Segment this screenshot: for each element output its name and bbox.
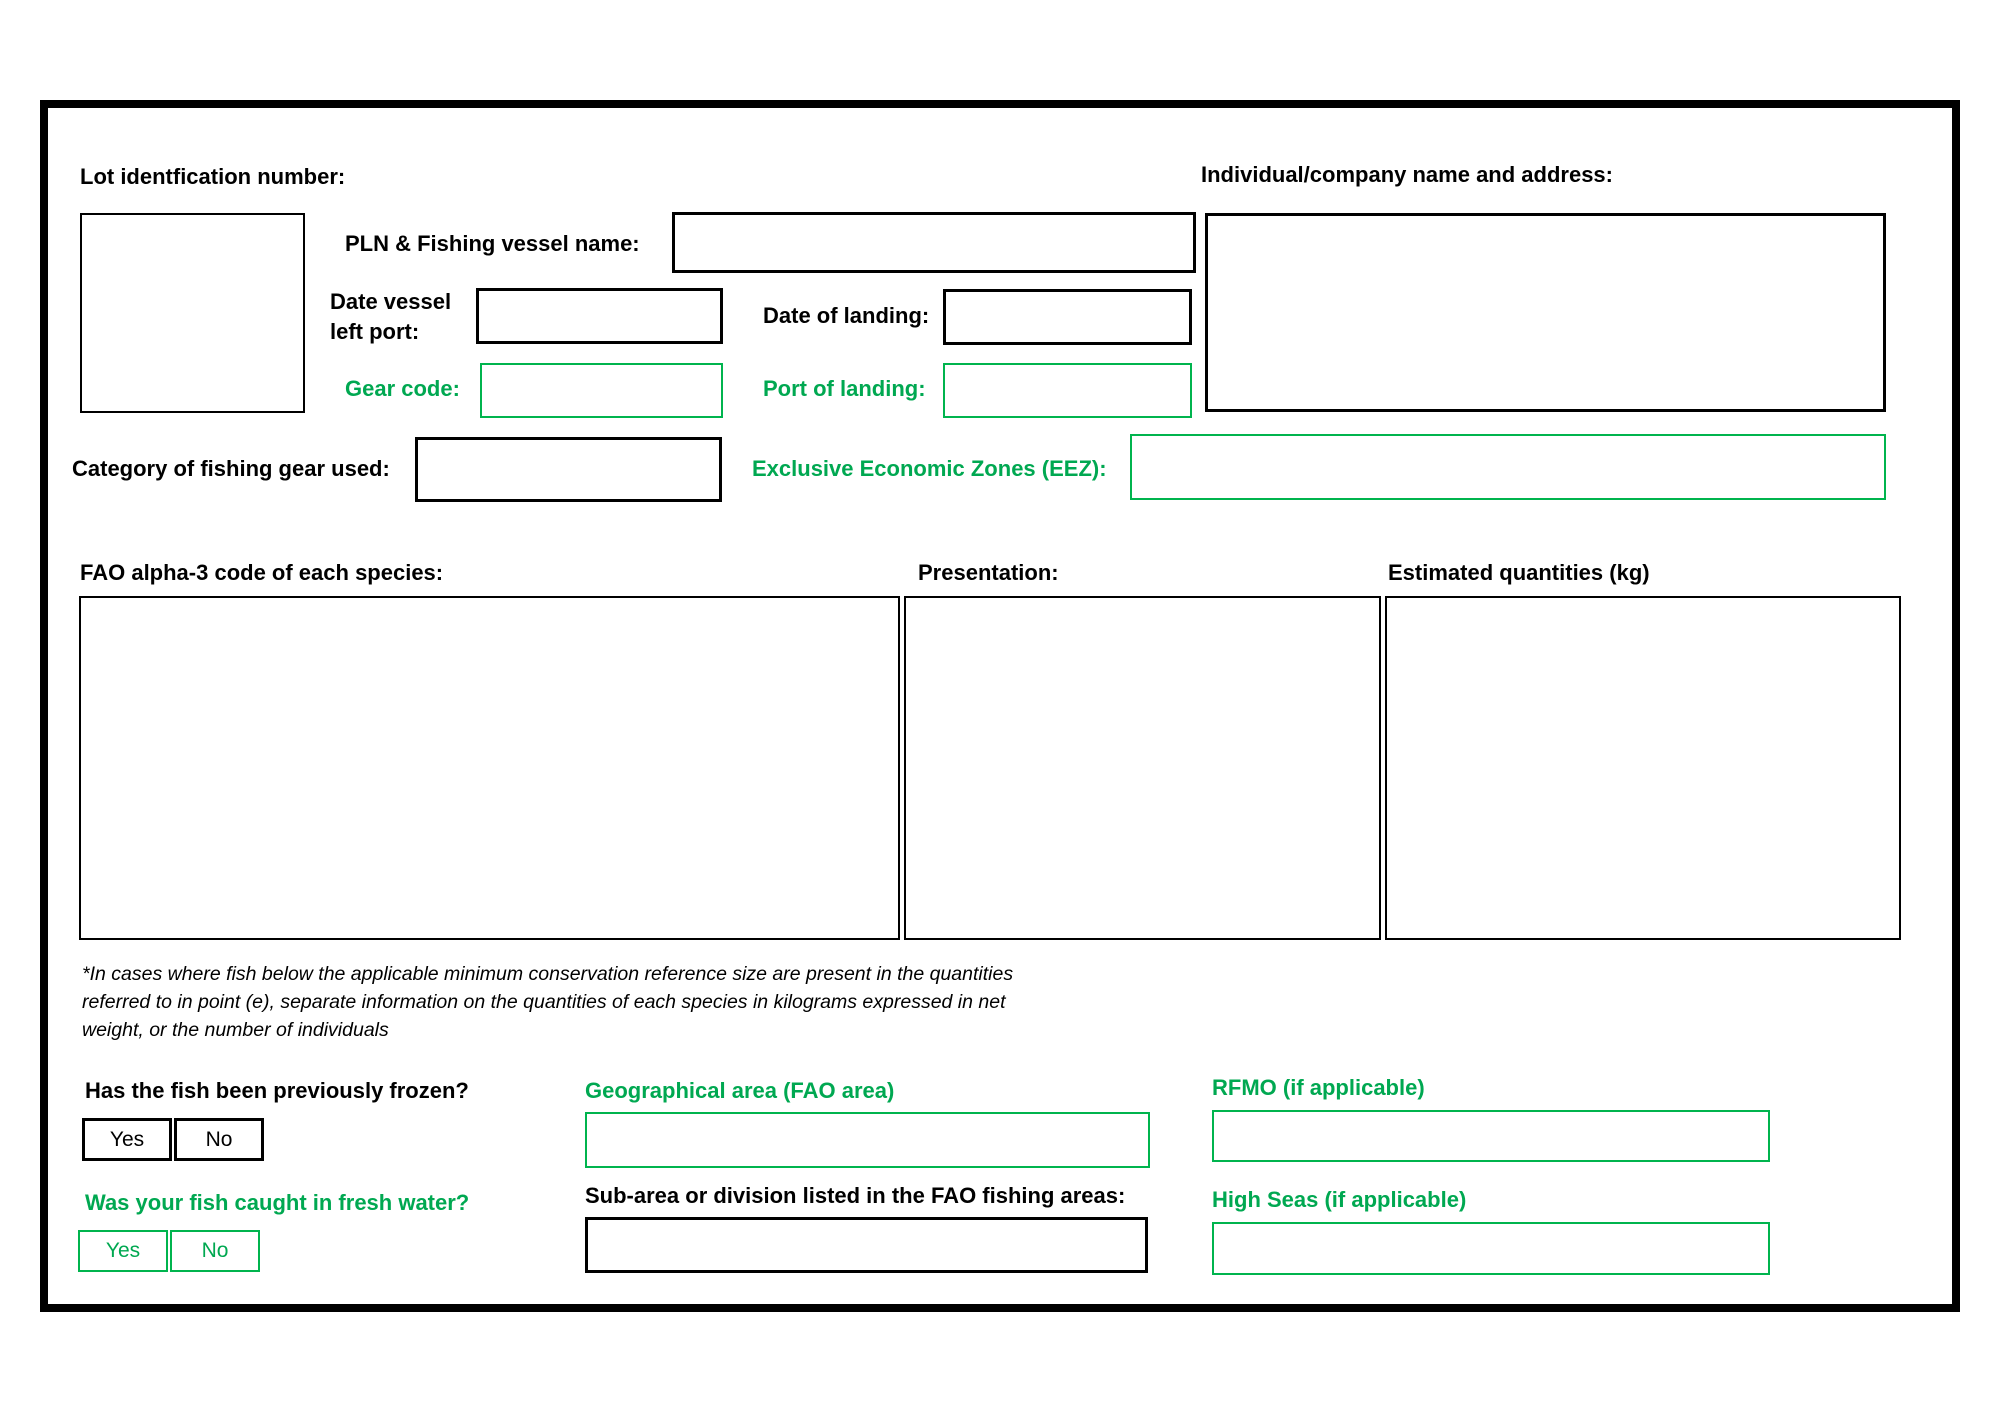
date-left-port-input[interactable]	[476, 288, 723, 344]
pln-vessel-input[interactable]	[672, 212, 1196, 273]
presentation-input[interactable]	[914, 602, 1371, 934]
freshwater-no-label: No	[201, 1239, 229, 1262]
rfmo-label: RFMO (if applicable)	[1212, 1075, 1425, 1100]
lot-id-field[interactable]	[80, 213, 305, 413]
company-label: Individual/company name and address:	[1201, 162, 1613, 187]
lot-id-label: Lot identfication number:	[80, 164, 346, 189]
high-seas-input[interactable]	[1212, 1222, 1770, 1275]
pln-vessel-label: PLN & Fishing vessel name:	[345, 231, 640, 256]
date-of-landing-label: Date of landing:	[763, 303, 930, 328]
date-left-port-label-line1: Date vessel	[330, 289, 452, 314]
high-seas-label: High Seas (if applicable)	[1212, 1187, 1467, 1212]
frozen-yes-box[interactable]	[82, 1118, 172, 1161]
quantities-input[interactable]	[1395, 602, 1891, 934]
date-left-port-label	[330, 287, 451, 347]
rfmo-input[interactable]	[1212, 1110, 1770, 1162]
previously-frozen-label: Has the fish been previously frozen?	[85, 1078, 469, 1103]
presentation-header: Presentation:	[918, 560, 1059, 585]
frozen-no-label: No	[205, 1127, 233, 1151]
gear-code-input[interactable]	[480, 363, 723, 418]
date-of-landing-input[interactable]	[943, 289, 1192, 345]
frozen-yes-label: Yes	[109, 1127, 145, 1151]
freshwater-label: Was your fish caught in fresh water?	[85, 1190, 470, 1215]
gear-category-label: Category of fishing gear used:	[72, 456, 390, 481]
date-left-port-label-line2: left port:	[330, 319, 420, 344]
mcrs-footnote-line2: referred to in point (e), separate information on the quantities of each species in kilograms expressed in net	[82, 991, 1006, 1013]
gear-category-input[interactable]	[415, 437, 722, 502]
lot-id-input[interactable]	[90, 219, 295, 407]
freshwater-no-box[interactable]	[170, 1230, 260, 1272]
port-of-landing-label: Port of landing:	[763, 376, 926, 401]
sub-area-label: Sub-area or division listed in the FAO fishing areas:	[585, 1183, 1126, 1208]
sub-area-input[interactable]	[585, 1217, 1148, 1273]
eez-input[interactable]	[1130, 434, 1886, 500]
species-code-input[interactable]	[89, 602, 890, 934]
freshwater-yes-box[interactable]	[78, 1230, 168, 1272]
freshwater-yes-label: Yes	[105, 1239, 141, 1262]
geographical-area-input[interactable]	[585, 1112, 1150, 1168]
species-code-column[interactable]	[79, 596, 900, 940]
company-field[interactable]	[1205, 213, 1886, 412]
company-input[interactable]	[1216, 220, 1875, 405]
eez-label: Exclusive Economic Zones (EEZ):	[752, 456, 1107, 481]
mcrs-footnote-line3: weight, or the number of individuals	[82, 1019, 389, 1041]
quantities-header: Estimated quantities (kg)	[1388, 560, 1650, 585]
frozen-no-box[interactable]	[174, 1118, 264, 1161]
gear-code-label: Gear code:	[345, 376, 460, 401]
geographical-area-label: Geographical area (FAO area)	[585, 1078, 895, 1103]
port-of-landing-input[interactable]	[943, 363, 1192, 418]
species-code-header: FAO alpha-3 code of each species:	[80, 560, 444, 585]
quantities-column[interactable]	[1385, 596, 1901, 940]
mcrs-footnote	[82, 960, 1013, 1044]
mcrs-footnote-line1: *In cases where fish below the applicable minimum conservation reference size are present in the quantities	[82, 963, 1014, 985]
presentation-column[interactable]	[904, 596, 1381, 940]
